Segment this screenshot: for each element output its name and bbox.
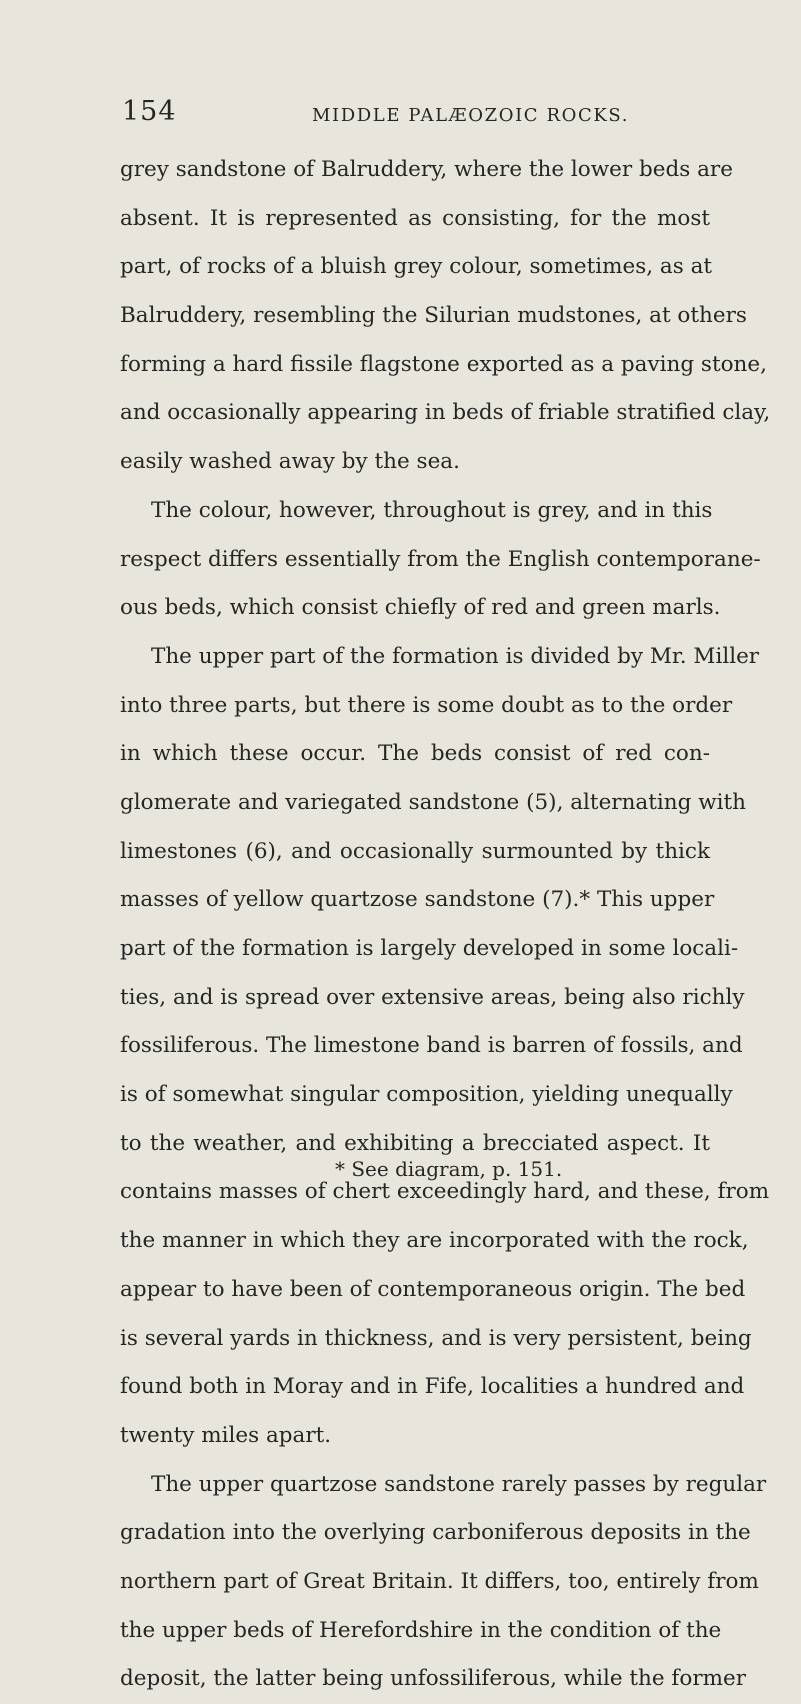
text-line: twenty miles apart. <box>120 1422 332 1448</box>
body-text <box>120 146 771 1704</box>
page-number: 154 <box>122 96 177 127</box>
footnote: * See diagram, p. 151. <box>335 1157 563 1181</box>
text-line: found both in Moray and in Fife, localities a hundred and <box>120 1374 745 1400</box>
text-line: forming a hard fissile flagstone exported as a paving stone, <box>120 351 767 377</box>
text-line: part of the formation is largely developed in some locali- <box>120 936 739 961</box>
text-line: the manner in which they are incorporated with the rock, <box>120 1228 749 1254</box>
text-line: is several yards in thickness, and is very persistent, being <box>120 1325 752 1351</box>
text-line: Balruddery, resembling the Silurian mudstones, at others <box>120 303 747 329</box>
text-line: ous beds, which consist chiefly of red and green marls. <box>120 595 721 621</box>
text-line: masses of yellow quartzose sandstone (7).* This upper <box>120 887 715 913</box>
text-line: fossiliferous. The limestone band is barren of fossils, and <box>120 1033 743 1059</box>
text-line: into three parts, but there is some doubt as to the order <box>120 692 733 718</box>
text-line: appear to have been of contemporaneous origin. The bed <box>120 1276 746 1302</box>
text-line: limestones (6), and occasionally surmounted by thick <box>120 838 710 864</box>
text-line: the upper beds of Herefordshire in the condition of the <box>120 1617 722 1643</box>
text-line: The colour, however, throughout is grey, and in this <box>151 497 713 523</box>
text-line: The upper quartzose sandstone rarely passes by regular <box>151 1471 767 1497</box>
text-line: gradation into the overlying carboniferous deposits in the <box>120 1520 751 1546</box>
text-line: The upper part of the formation is divided by Mr. Miller <box>151 643 760 669</box>
running-title: MIDDLE PALÆOZOIC ROCKS. <box>312 105 630 126</box>
text-line: respect differs essentially from the English contemporane- <box>120 546 761 572</box>
text-line: to the weather, and exhibiting a brecciated aspect. It <box>120 1130 710 1156</box>
text-line: glomerate and variegated sandstone (5), alternating with <box>120 789 746 815</box>
text-line: contains masses of chert exceedingly hard, and these, from <box>120 1179 770 1205</box>
text-line: in which these occur. The beds consist of red con- <box>120 741 710 767</box>
text-line: absent. It is represented as consisting, for the most <box>120 205 710 231</box>
running-head <box>116 96 716 136</box>
text-line: easily washed away by the sea. <box>120 449 460 475</box>
text-line: deposit, the latter being unfossiliferous, while the former <box>120 1666 746 1692</box>
text-line: is of somewhat singular composition, yielding unequally <box>120 1082 733 1108</box>
text-line: ties, and is spread over extensive areas, being also richly <box>120 984 745 1010</box>
text-line: northern part of Great Britain. It differs, too, entirely from <box>120 1568 759 1594</box>
text-line: and occasionally appearing in beds of friable stratified clay, <box>120 400 771 426</box>
text-line: part, of rocks of a bluish grey colour, sometimes, as at <box>120 254 713 280</box>
text-line: grey sandstone of Balruddery, where the lower beds are <box>120 157 733 182</box>
